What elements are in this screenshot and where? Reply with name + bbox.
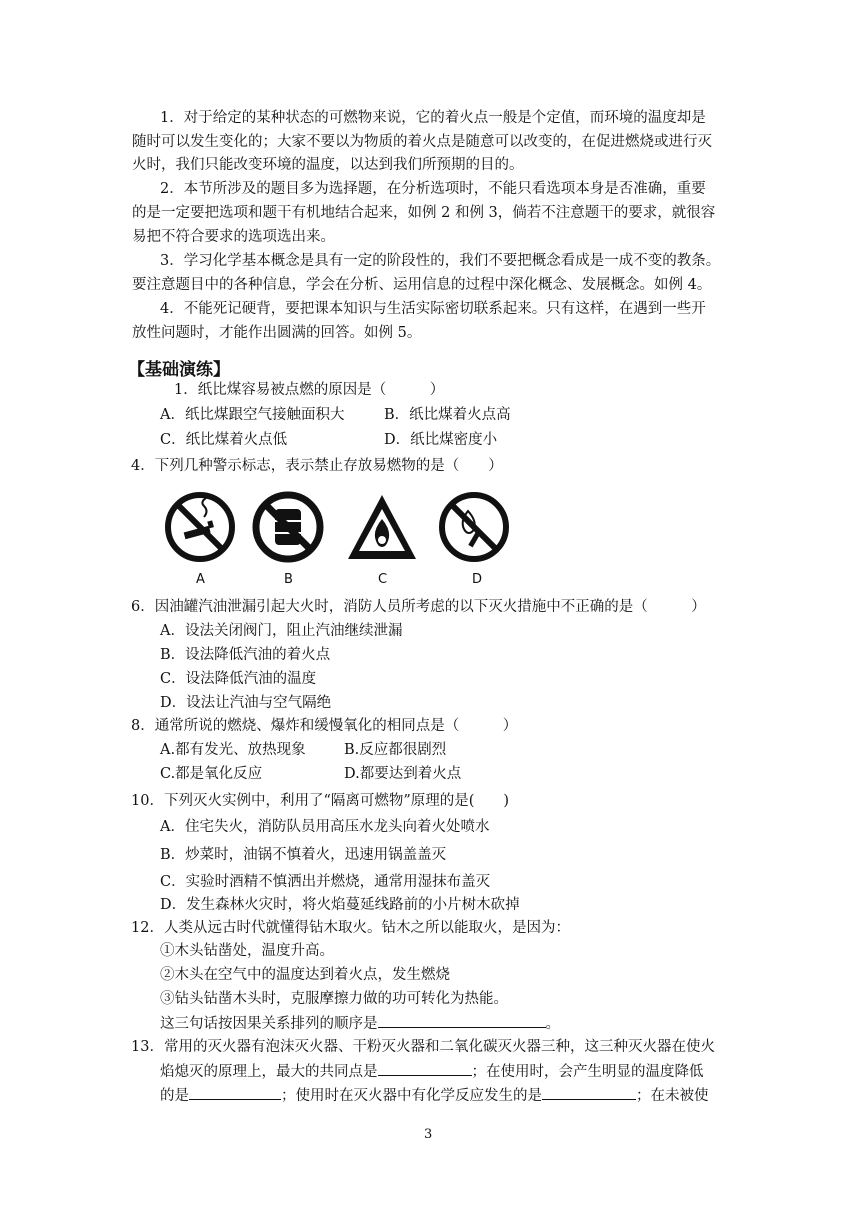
no-open-flame-sign-icon	[438, 491, 510, 563]
q13-line-2	[160, 1061, 704, 1082]
sign-label-c: C	[378, 572, 388, 587]
q13-text-2b: ；在使用时，会产生明显的温度降低	[471, 1064, 704, 1080]
q13-text-3a: 的是	[160, 1088, 189, 1104]
note-2-line-3: 易把不符合要求的选项选出来。	[132, 229, 335, 245]
q13-text-3c: ；在未被使	[636, 1088, 709, 1104]
sign-label-a: A	[196, 572, 205, 587]
q12-statement-1: ①木头钻凿处，温度升高。	[160, 943, 334, 959]
q12-answer-blank[interactable]	[378, 1013, 546, 1028]
q8-stem: 8．通常所说的燃烧、爆炸和缓慢氧化的相同点是（ ）	[131, 718, 518, 734]
q6-stem: 6．因油罐汽油泄漏引起大火时，消防人员所考虑的以下灭火措施中不正确的是（ ）	[131, 599, 706, 615]
q8-option-d: D.都要达到着火点	[344, 766, 462, 782]
q13-text-3b: ；使用时在灭火器中有化学反应发生的是	[281, 1088, 542, 1104]
q12-stem: 12．人类从远古时代就懂得钻木取火。钻木之所以能取火，是因为：	[131, 920, 570, 936]
q6-option-d: D．设法让汽油与空气隔绝	[160, 695, 332, 711]
q8-option-a: A.都有发光、放热现象	[160, 742, 306, 758]
note-4-line-1: 4．不能死记硬背，要把课本知识与生活实际密切联系起来。只有这样，在遇到一些开	[160, 301, 706, 317]
q1-option-b: B．纸比煤着火点高	[384, 407, 511, 423]
q13-blank-3[interactable]	[542, 1085, 636, 1100]
note-4-line-2: 放性问题时，才能作出圆满的回答。如例 5。	[132, 325, 422, 341]
q8-option-b: B.反应都很剧烈	[344, 742, 447, 758]
q1-option-c: C．纸比煤着火点低	[160, 432, 288, 448]
flammable-warning-sign-icon	[346, 491, 418, 563]
q1-option-a: A．纸比煤跟空气接触面积大	[160, 407, 345, 423]
q4-stem: 4．下列几种警示标志，表示禁止存放易燃物的是（ ）	[131, 458, 503, 474]
q12-order-line	[160, 1013, 560, 1034]
no-smoking-sign-icon	[164, 491, 236, 563]
q12-statement-2: ②木头在空气中的温度达到着火点，发生燃烧	[160, 967, 450, 983]
note-3-line-1: 3．学习化学基本概念是具有一定的阶段性的，我们不要把概念看成是一成不变的教条。	[160, 253, 721, 269]
q1-stem: 1．纸比煤容易被点燃的原因是（ ）	[174, 382, 445, 398]
note-2-line-1: 2．本节所涉及的题目多为选择题，在分析选项时，不能只看选项本身是否准确，重要	[160, 181, 706, 197]
page-number: 3	[424, 1127, 433, 1142]
q13-line-1: 13．常用的灭火器有泡沫灭火器、干粉灭火器和二氧化碳灭火器三种，这三种灭火器在使火	[131, 1039, 715, 1055]
q8-option-c: C.都是氧化反应	[160, 766, 263, 782]
q10-option-c: C．实验时酒精不慎洒出并燃烧，通常用湿抹布盖灭	[160, 874, 491, 890]
q13-blank-2[interactable]	[189, 1085, 281, 1100]
note-1-line-2: 随时可以发生变化的；大家不要以为物质的着火点是随意可以改变的，在促进燃烧或进行灭	[132, 134, 712, 150]
q10-stem: 10．下列灭火实例中，利用了“隔离可燃物”原理的是( )	[131, 793, 510, 809]
section-title: 【基础演练】	[128, 360, 230, 380]
q12-order-text: 这三句话按因果关系排列的顺序是	[160, 1016, 378, 1032]
note-2-line-2: 的是一定要把选项和题干有机地结合起来，如例 2 和例 3，倘若不注意题干的要求，就很容	[132, 205, 716, 221]
q13-line-3	[160, 1085, 709, 1106]
q1-option-d: D．纸比煤密度小	[384, 432, 498, 448]
q10-option-a: A．住宅失火，消防队员用高压水龙头向着火处喷水	[160, 819, 490, 835]
q12-statement-3: ③钻头钻凿木头时，克服摩擦力做的功可转化为热能。	[160, 991, 508, 1007]
note-1-line-1: 1．对于给定的某种状态的可燃物来说，它的着火点一般是个定值，而环境的温度却是	[160, 110, 706, 126]
sign-label-d: D	[472, 572, 483, 587]
note-1-line-3: 火时，我们只能改变环境的温度，以达到我们所预期的目的。	[132, 157, 524, 173]
no-barrel-sign-icon	[252, 491, 324, 563]
q6-option-a: A．设法关闭阀门，阻止汽油继续泄漏	[160, 623, 403, 639]
q6-option-c: C．设法降低汽油的温度	[160, 671, 317, 687]
q13-text-2a: 焰熄灭的原理上，最大的共同点是	[160, 1064, 378, 1080]
sign-label-b: B	[284, 572, 293, 587]
q10-option-b: B．炒菜时，油锅不慎着火，迅速用锅盖盖灭	[160, 847, 447, 863]
q13-blank-1[interactable]	[378, 1061, 472, 1076]
q12-end-mark: 。	[545, 1016, 560, 1032]
q6-option-b: B．设法降低汽油的着火点	[160, 647, 331, 663]
note-3-line-2: 要注意题目中的各种信息，学会在分析、运用信息的过程中深化概念、发展概念。如例 4。	[132, 277, 712, 293]
q10-option-d: D．发生森林火灾时，将火焰蔓延线路前的小片树木砍掉	[160, 897, 520, 913]
